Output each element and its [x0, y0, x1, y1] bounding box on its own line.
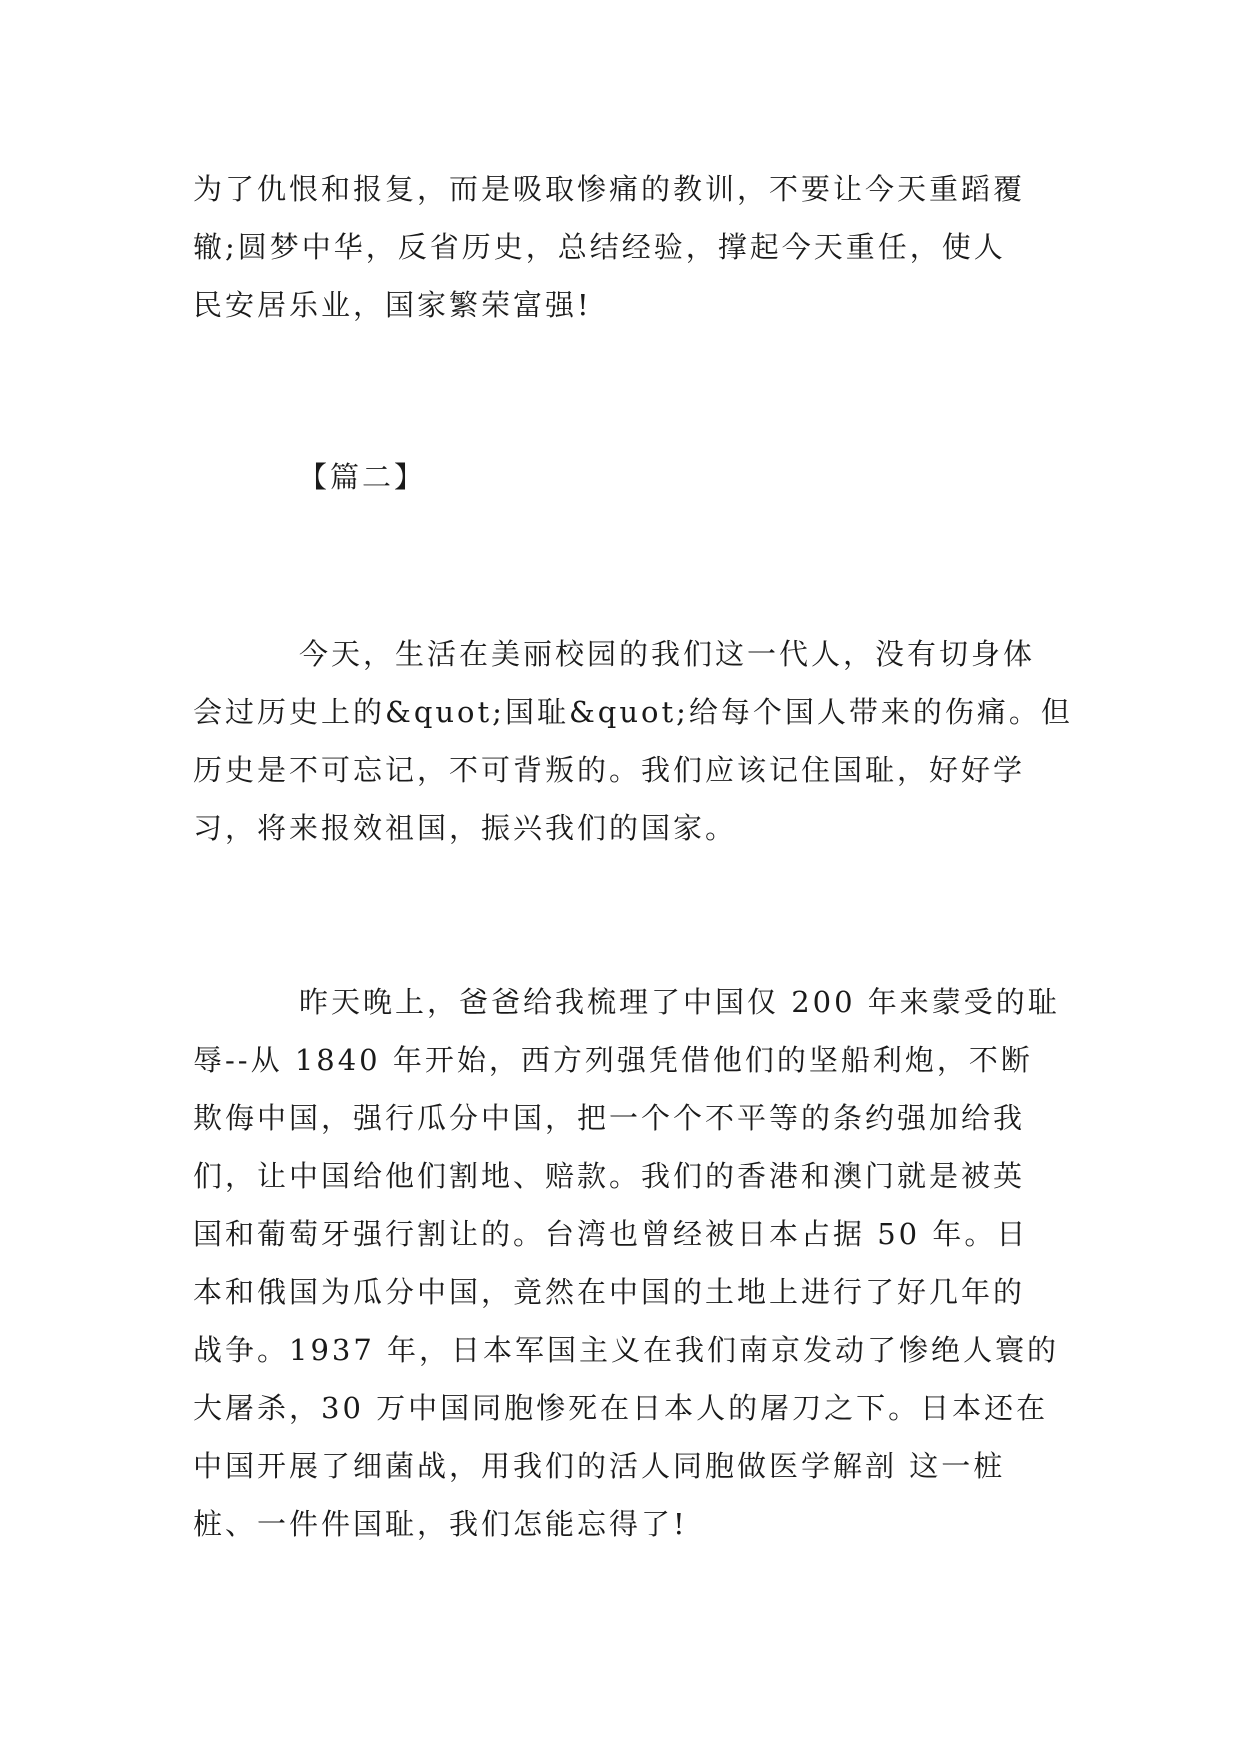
paragraph-line: 中国开展了细菌战，用我们的活人同胞做医学解剖 这一桩 [193, 1449, 1006, 1483]
paragraph-2 [193, 973, 1060, 1553]
paragraph-line: 辱--从 1840 年开始，西方列强凭借他们的坚船利炮，不断 [193, 1043, 1033, 1077]
paragraph-line: 会过历史上的&quot;国耻&quot;给每个国人带来的伤痛。但 [193, 695, 1073, 729]
intro-paragraph [193, 160, 1053, 334]
paragraph-line: 大屠杀，30 万中国同胞惨死在日本人的屠刀之下。日本还在 [193, 1391, 1049, 1425]
paragraph-line: 辙;圆梦中华，反省历史，总结经验，撑起今天重任，使人 [193, 230, 1006, 264]
paragraph-line: 国和葡萄牙强行割让的。台湾也曾经被日本占据 50 年。日 [193, 1217, 1029, 1251]
paragraph-line: 民安居乐业，国家繁荣富强! [193, 288, 592, 322]
paragraph-line: 本和俄国为瓜分中国，竟然在中国的土地上进行了好几年的 [193, 1275, 1026, 1309]
section-heading: 【篇二】 [298, 460, 427, 494]
paragraph-line: 战争。1937 年，日本军国主义在我们南京发动了惨绝人寰的 [193, 1333, 1060, 1367]
paragraph-line: 习，将来报效祖国，振兴我们的国家。 [193, 811, 738, 845]
paragraph-line: 昨天晚上，爸爸给我梳理了中国仅 200 年来蒙受的耻 [299, 985, 1060, 1019]
paragraph-line: 桩、一件件国耻，我们怎能忘得了! [193, 1507, 688, 1541]
paragraph-line: 们，让中国给他们割地、赔款。我们的香港和澳门就是被英 [193, 1159, 1026, 1193]
paragraph-line: 为了仇恨和报复，而是吸取惨痛的教训，不要让今天重蹈覆 [193, 172, 1026, 206]
paragraph-line: 今天，生活在美丽校园的我们这一代人，没有切身体 [299, 637, 1036, 671]
paragraph-line: 历史是不可忘记，不可背叛的。我们应该记住国耻，好好学 [193, 753, 1026, 787]
paragraph-line: 欺侮中国，强行瓜分中国，把一个个不平等的条约强加给我 [193, 1101, 1026, 1135]
paragraph-1 [193, 625, 1073, 857]
